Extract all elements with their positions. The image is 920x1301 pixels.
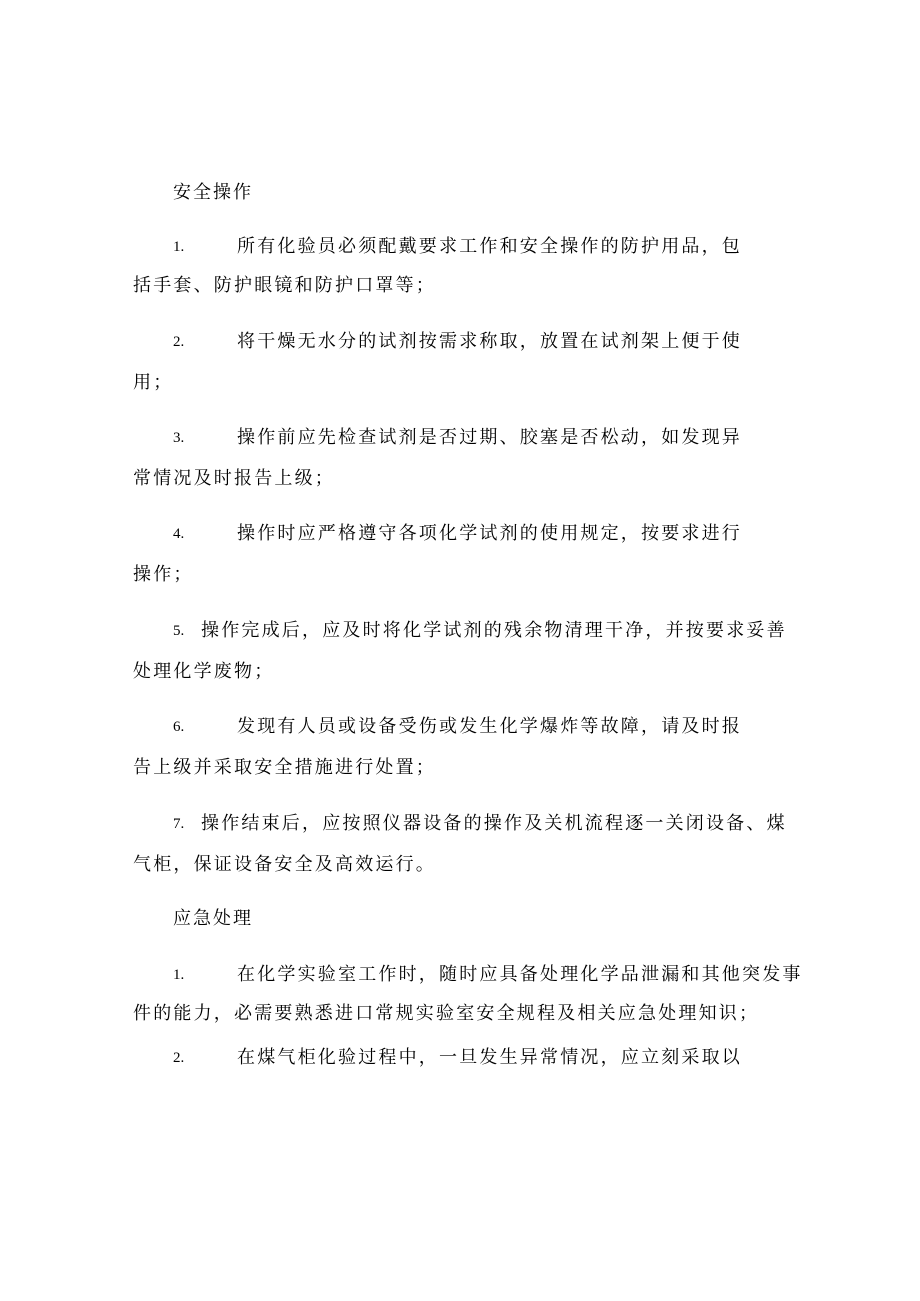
item-text-line1: 所有化验员必须配戴要求工作和安全操作的防护用品，包: [237, 236, 742, 257]
item-number: 3.: [173, 430, 185, 446]
item-number: 6.: [173, 719, 185, 735]
item-text-line2: 告上级并采取安全措施进行处置；: [133, 757, 436, 778]
item-text-line1: 操作结束后，应按照仪器设备的操作及关机流程逐一关闭设备、煤: [201, 813, 787, 834]
item-number: 1.: [173, 239, 185, 255]
item-text-line2: 气柜，保证设备安全及高效运行。: [133, 854, 436, 875]
item-text-line1: 将干燥无水分的试剂按需求称取，放置在试剂架上便于使: [237, 331, 742, 352]
item-text-line1: 操作前应先检查试剂是否过期、胶塞是否松动，如发现异: [237, 427, 742, 448]
item-number: 7.: [173, 816, 185, 832]
item-text-line2: 括手套、防护眼镜和防护口罩等；: [133, 275, 436, 296]
item-text-line1: 在煤气柜化验过程中，一旦发生异常情况，应立刻采取以: [237, 1047, 742, 1068]
item-text-line2: 操作；: [133, 564, 194, 585]
item-text-line2: 处理化学废物；: [133, 661, 275, 682]
item-text-line1: 发现有人员或设备受伤或发生化学爆炸等故障，请及时报: [237, 716, 742, 737]
item-text-line1: 操作时应严格遵守各项化学试剂的使用规定，按要求进行: [237, 523, 742, 544]
item-number: 2.: [173, 334, 185, 350]
item-text-line1: 在化学实验室工作时，随时应具备处理化学品泄漏和其他突发事: [237, 964, 803, 985]
item-number: 2.: [173, 1050, 185, 1066]
item-number: 4.: [173, 526, 185, 542]
item-text-line2: 常情况及时报告上级；: [133, 468, 335, 489]
section-title-emergency: 应急处理: [173, 908, 253, 929]
item-text-line2: 件的能力，必需要熟悉进口常规实验室安全规程及相关应急处理知识；: [133, 1003, 760, 1024]
item-text-line2: 用；: [133, 372, 174, 393]
item-number: 5.: [173, 623, 185, 639]
section-title-safety: 安全操作: [173, 182, 253, 203]
item-text-line1: 操作完成后，应及时将化学试剂的残余物清理干净，并按要求妥善: [201, 620, 787, 641]
item-number: 1.: [173, 967, 185, 983]
